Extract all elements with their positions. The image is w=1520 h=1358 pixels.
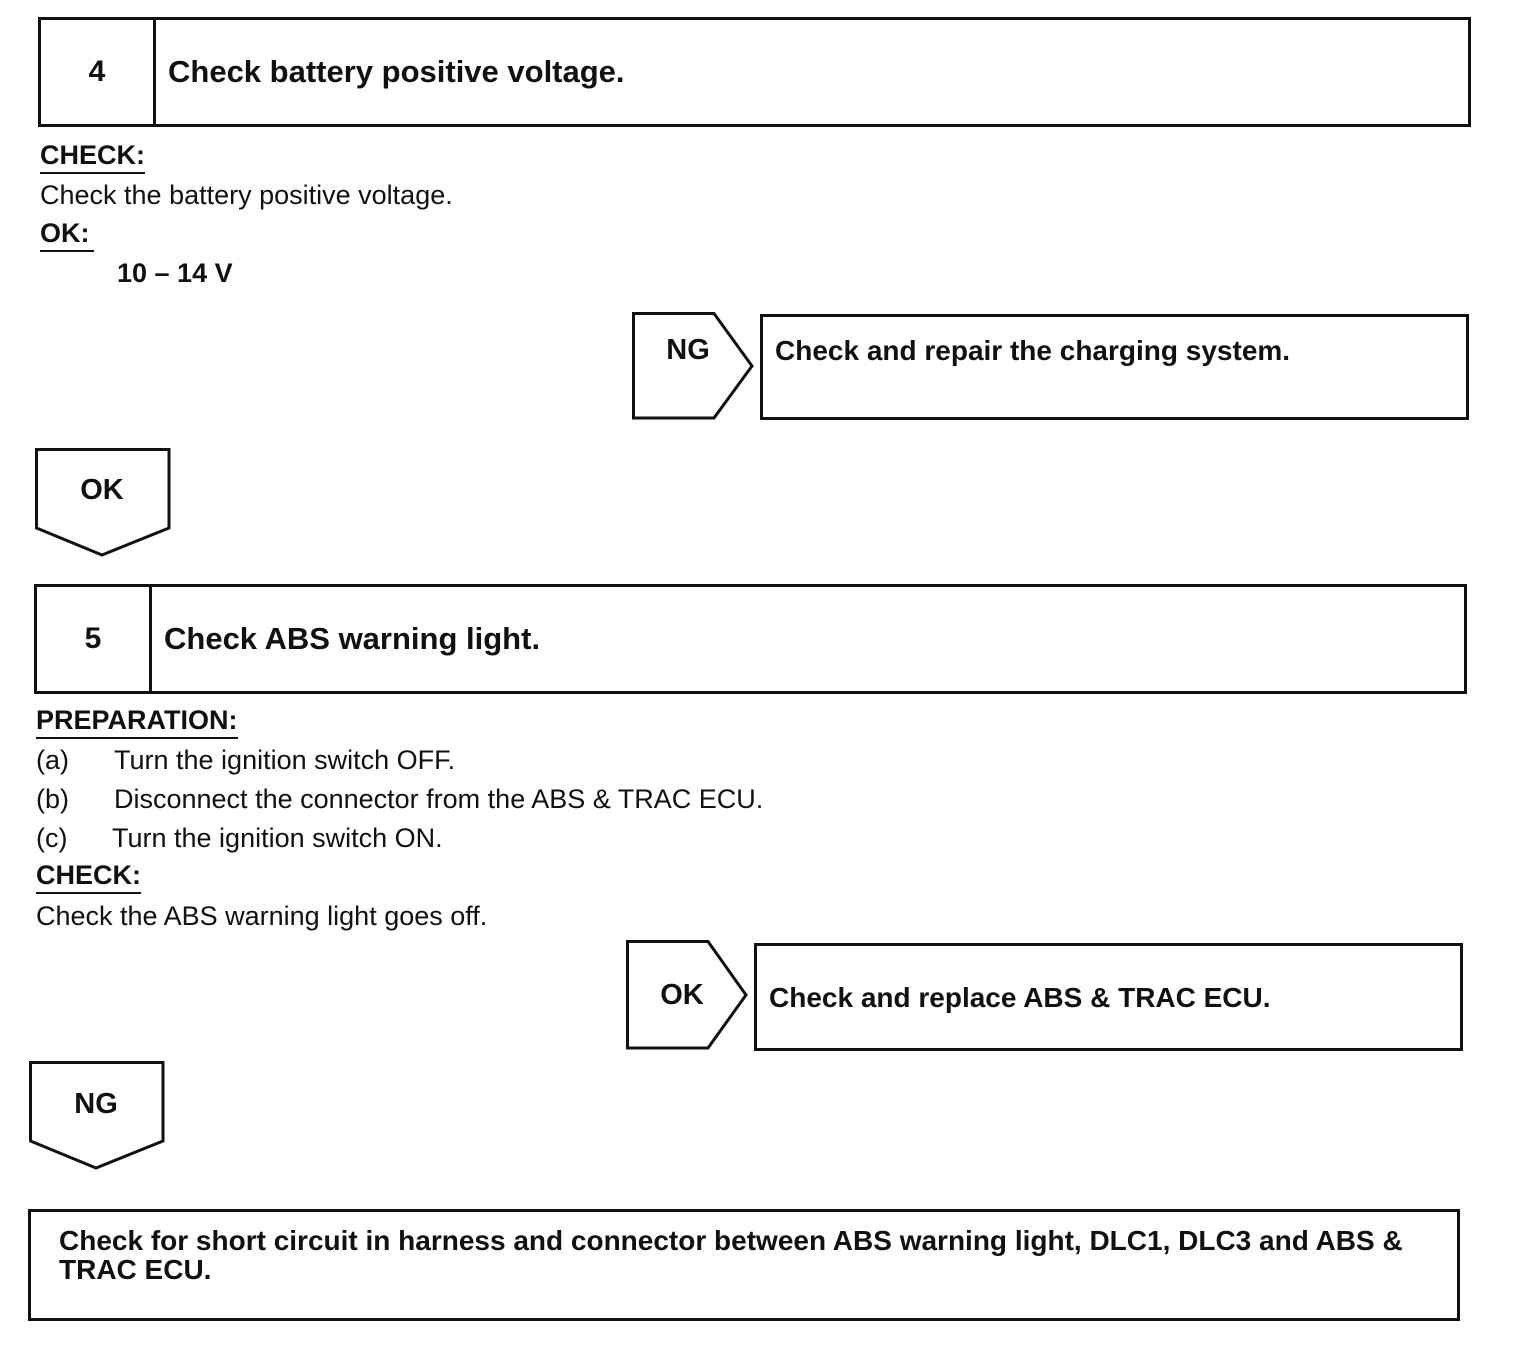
- step-5-ok-action-box: [754, 943, 1463, 1051]
- step-4-number: 4: [41, 20, 156, 124]
- step-5-title: Check ABS warning light.: [164, 621, 541, 656]
- step-5-ok-action: Check and replace ABS & TRAC ECU.: [769, 982, 1271, 1013]
- step-4-ng-label: NG: [666, 334, 710, 366]
- final-action-box: [28, 1209, 1460, 1321]
- step-4-ok-value: 10 – 14 V: [117, 258, 233, 288]
- step-4-title: Check battery positive voltage.: [168, 54, 625, 89]
- prep-item-a-text: Turn the ignition switch OFF.: [114, 745, 456, 775]
- final-action-text: Check for short circuit in harness and connector between ABS warning light, DLC1, DLC3 and ABS & TRAC ECU.: [59, 1225, 1403, 1285]
- step-5-ok-label: OK: [660, 979, 704, 1011]
- step-4-ok-heading: OK:: [40, 218, 94, 252]
- prep-item-c-text: Turn the ignition switch ON.: [112, 823, 443, 853]
- step-5-header: [34, 584, 1467, 694]
- step-4-ng-action: Check and repair the charging system.: [775, 335, 1291, 366]
- step-5-ng-label: NG: [74, 1088, 118, 1120]
- prep-item-c-marker: (c): [36, 823, 68, 853]
- step-5-check-heading: CHECK:: [36, 860, 141, 894]
- prep-item-b-text: Disconnect the connector from the ABS & TRAC ECU.: [114, 784, 764, 814]
- step-5-number: 5: [37, 587, 152, 691]
- step-4-header: [38, 17, 1471, 127]
- step-4-check-heading: CHECK:: [40, 140, 145, 174]
- step-5-check-text: Check the ABS warning light goes off.: [36, 901, 488, 931]
- prep-item-b-marker: (b): [36, 784, 69, 814]
- step-4-check-text: Check the battery positive voltage.: [40, 180, 453, 210]
- step-4-ok-label: OK: [80, 474, 124, 506]
- step-5-preparation-heading: PREPARATION:: [36, 705, 238, 739]
- step-4-ng-action-box: [760, 314, 1469, 420]
- prep-item-a-marker: (a): [36, 745, 69, 775]
